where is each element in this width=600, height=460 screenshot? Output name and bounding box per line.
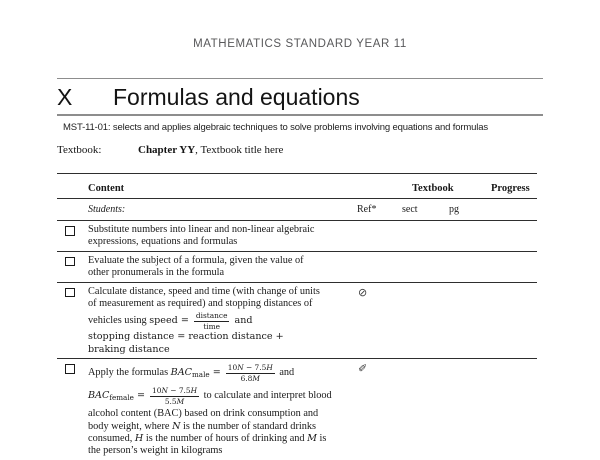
pencil-icon: ✐ [358, 362, 368, 376]
table-row [57, 221, 537, 252]
chapter-number: X [57, 84, 73, 110]
row-content: Calculate distance, speed and time (with change of units of measurement as required) and stopping distances of vehicles using speed = $\frac{\text{distance}}{\text{time}}$ and stopping distance = reaction distance + braking distance [88, 285, 320, 355]
row-content: Evaluate the subject of a formula, given the value of other pronumerals in the formula [88, 254, 304, 279]
fraction: $\frac{\text{distance}}{\text{time}}$ [195, 311, 228, 331]
subheader-ref: Ref* [357, 203, 377, 215]
checkbox[interactable] [65, 226, 75, 236]
column-header-textbook: Textbook [412, 182, 454, 194]
outcome-statement: MST-11-01: selects and applies algebraic techniques to solve problems involving equations and formulas [63, 122, 488, 133]
fraction: $\frac{10N - 7.5H}{6.8M}$ [227, 363, 273, 383]
textbook-title: , Textbook title here [195, 144, 284, 156]
row-content: Substitute numbers into linear and non-linear algebraic expressions, equations and formulas [88, 224, 315, 248]
textbook-label: Textbook: [57, 144, 102, 156]
row-content: Apply the formulas BACmale = $\frac{10N - 7.5H}{6.8M}$ and BACfemale = $\frac{10N - 7.5H}{5.5M}$ to calculate and interpret blood alcohol content (BAC) based on drink consumption and body weight, where N is the number of standard drinks consumed, H is the number of hours of drinking and M is the person’s weight in kilograms [88, 363, 332, 457]
title-divider-bottom [57, 114, 543, 116]
table-row [57, 283, 537, 360]
subheader-sect: sect [402, 203, 418, 215]
running-header: MATHEMATICS STANDARD YEAR 11 [193, 38, 407, 50]
prohibited-icon: ⊘ [358, 285, 368, 299]
chapter-heading [57, 84, 543, 112]
subheader-students: Students: [88, 203, 126, 215]
table-body [57, 221, 537, 460]
checkbox[interactable] [65, 257, 75, 267]
textbook-chapter: Chapter YY [138, 144, 196, 156]
table-subheader-row [57, 199, 537, 221]
textbook-line [57, 144, 283, 156]
title-divider-top [57, 78, 543, 79]
table-row [57, 359, 537, 460]
table-row [57, 252, 537, 283]
fraction: $\frac{10N - 7.5H}{5.5M}$ [152, 386, 198, 406]
table-header-row [57, 174, 537, 199]
subheader-pg: pg [449, 203, 459, 215]
column-header-content: Content [88, 182, 125, 194]
column-header-progress: Progress [491, 182, 530, 194]
chapter-title: Formulas and equations [113, 84, 360, 110]
content-table [57, 173, 537, 460]
checkbox[interactable] [65, 364, 75, 374]
checkbox[interactable] [65, 288, 75, 298]
